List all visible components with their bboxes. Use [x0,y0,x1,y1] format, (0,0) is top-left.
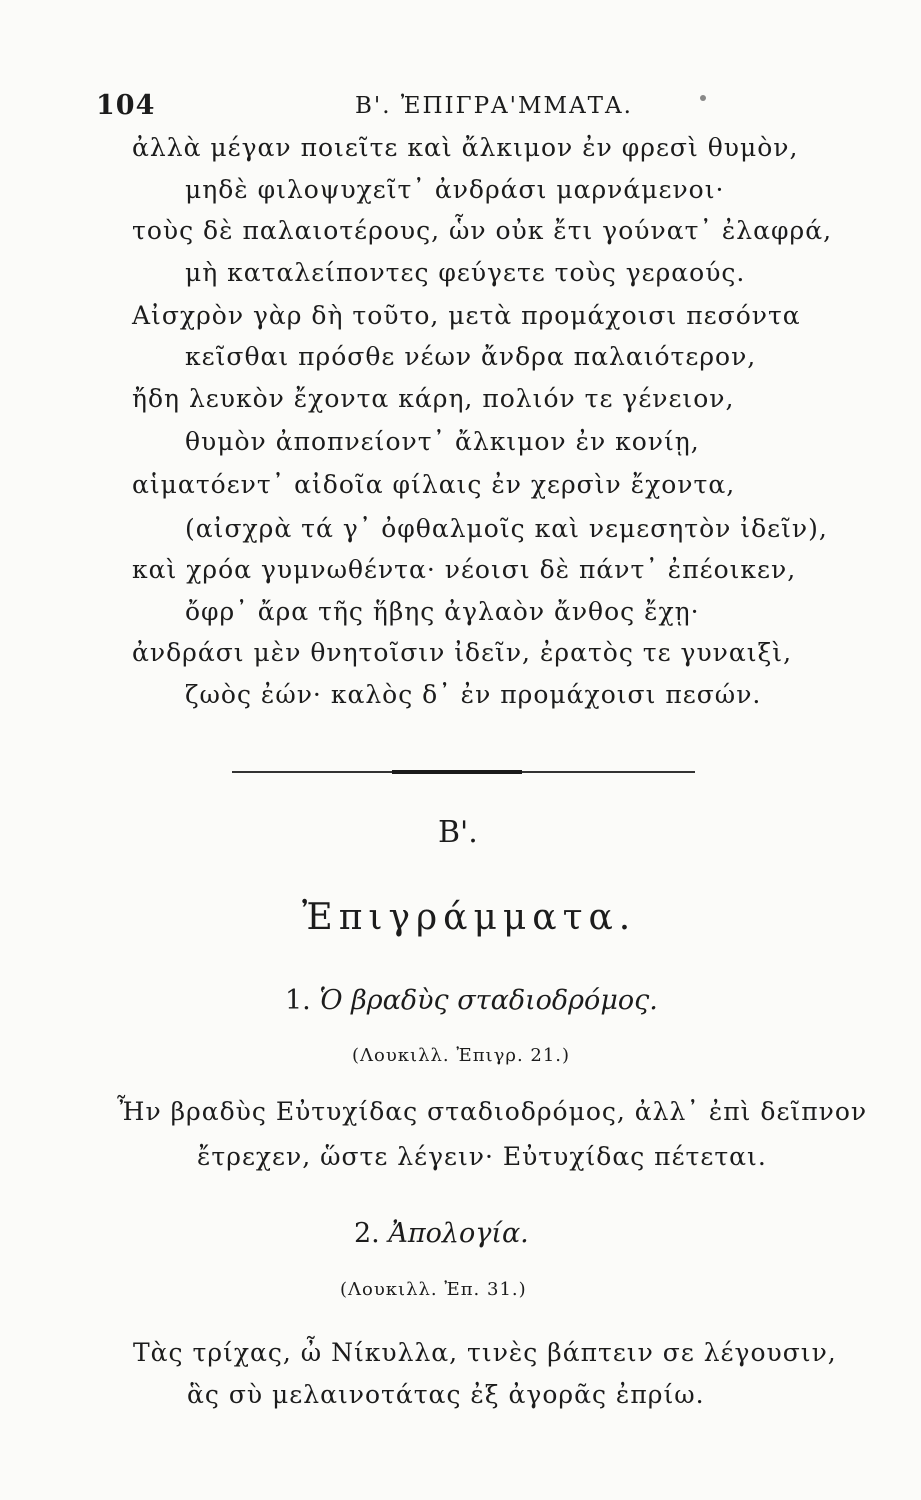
ink-speck [700,95,706,101]
poem-line: κεῖσθαι πρόσθε νέων ἄνδρα παλαιότερον, [185,342,757,371]
poem-line: (αἰσχρὰ τά γ᾽ ὀφθαλμοῖς καὶ νεμεσητὸν ἰδεῖν), [185,514,828,543]
section-number: Β'. [438,815,478,850]
poem-line: ζωὸς ἐών· καλὸς δ᾽ ἐν προμάχοισι πεσών. [185,680,762,709]
epigram-source: (Λουκιλλ. Ἐπιγρ. 21.) [352,1045,571,1066]
epigram-title: Ὁ βραδὺς σταδιοδρόμος. [319,985,658,1016]
poem-line: αἱματόεντ᾽ αἰδοῖα φίλαις ἐν χερσὶν ἔχοντα, [132,470,736,499]
epigram-line: Τὰς τρίχας, ὦ Νίκυλλα, τινὲς βάπτειν σε λέγουσιν, [133,1338,837,1367]
epigram-number: 2. [354,1218,380,1249]
poem-line: καὶ χρόα γυμνωθέντα· νέοισι δὲ πάντ᾽ ἐπέοικεν, [132,555,797,584]
poem-line: μηδὲ φιλοψυχεῖτ᾽ ἀνδράσι μαρνάμενοι· [185,175,725,204]
epigram-line: Ἦν βραδὺς Εὐτυχίδας σταδιοδρόμος, ἀλλ᾽ ἐπὶ δεῖπνον [117,1097,868,1126]
poem-line: μὴ καταλείποντες φεύγετε τοὺς γεραούς. [185,258,746,287]
poem-line: ἀλλὰ μέγαν ποιεῖτε καὶ ἄλκιμον ἐν φρεσὶ θυμὸν, [132,133,799,162]
page-number: 104 [96,90,156,121]
epigram-heading [285,985,658,1016]
section-divider [232,771,695,773]
poem-line: Αἰσχρὸν γὰρ δὴ τοῦτο, μετὰ προμάχοισι πεσόντα [132,301,801,330]
epigram-number: 1. [285,985,311,1016]
epigram-line: ἃς σὺ μελαινοτάτας ἐξ ἀγορᾶς ἐπρίω. [187,1380,705,1409]
epigram-title: Ἀπολογία. [388,1218,529,1249]
poem-line: ἀνδράσι μὲν θνητοῖσιν ἰδεῖν, ἐρατὸς τε γυναιξὶ, [132,638,793,667]
poem-line: θυμὸν ἀποπνείοντ᾽ ἄλκιμον ἐν κονίῃ, [185,427,700,456]
running-head: Β'. ἘΠΙΓΡΑ'ΜΜΑΤΑ. [355,93,633,119]
section-title: Ἐπιγράμματα. [302,897,637,938]
epigram-heading [354,1218,529,1249]
poem-line: ἤδη λευκὸν ἔχοντα κάρη, πολιόν τε γένειον, [132,384,735,413]
poem-line: τοὺς δὲ παλαιοτέρους, ὧν οὐκ ἔτι γούνατ᾽ ἐλαφρά, [132,216,833,245]
epigram-source: (Λουκιλλ. Ἐπ. 31.) [340,1279,527,1300]
epigram-line: ἔτρεχεν, ὥστε λέγειν· Εὐτυχίδας πέτεται. [197,1142,767,1171]
poem-line: ὄφρ᾽ ἄρα τῆς ἥβης ἀγλαὸν ἄνθος ἔχῃ· [185,597,700,626]
